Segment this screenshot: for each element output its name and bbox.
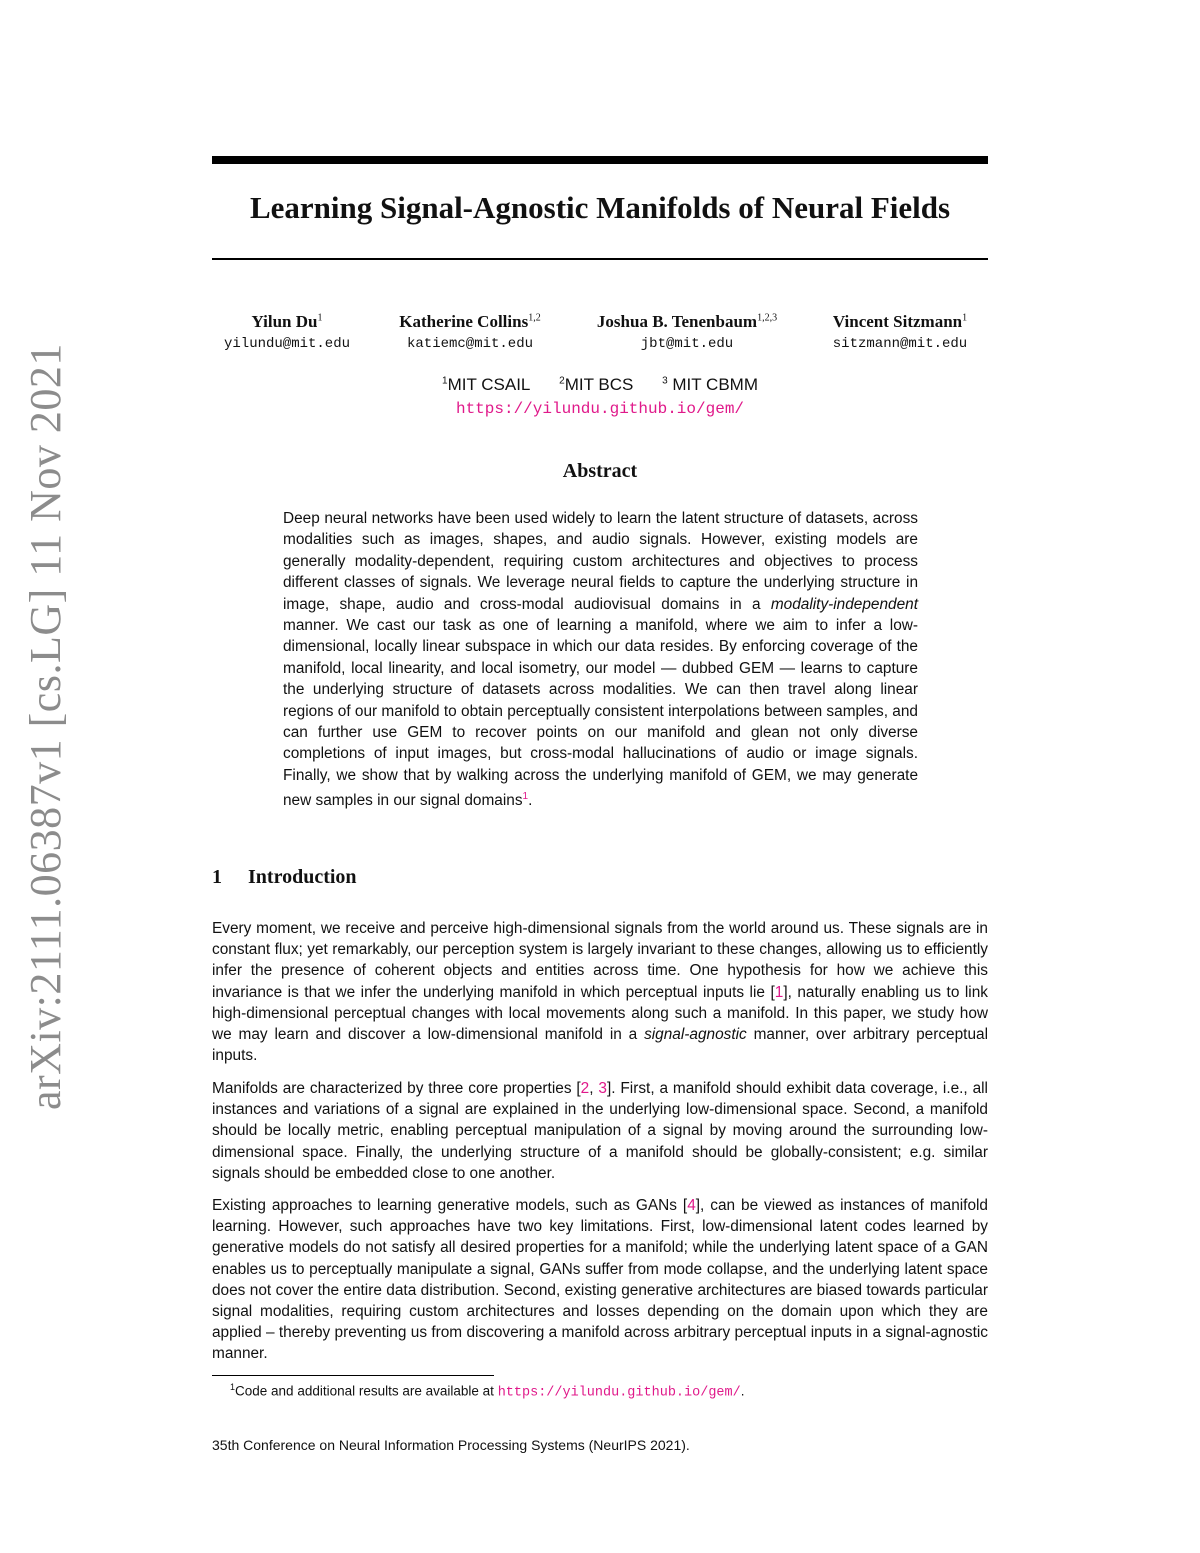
citation-link[interactable]: 3 xyxy=(598,1080,607,1097)
author-name: Yilun Du$^1$ xyxy=(251,312,323,331)
author-email[interactable]: jbt@mit.edu xyxy=(640,336,734,352)
project-url-link[interactable]: https://yilundu.github.io/gem/ xyxy=(455,400,745,418)
intro-paragraph-1: Every moment, we receive and perceive high-dimensional signals from the world around us. These signals are in constant flux; yet remarkably, our perception system is largely invariant to these changes, allowing us to efficiently infer the presence of coherent objects and entities across time. One hypothesis for how we achieve this invariance is that we infer the underlying manifold in which perceptual inputs lie [1], naturally enabling us to link high-dimensional perceptual changes with local movements along such a manifold. In this paper, we study how we may learn and discover a low-dimensional manifold in a signal-agnostic manner, over arbitrary perceptual inputs. xyxy=(212,920,988,1065)
author-name: Vincent Sitzmann$^1$ xyxy=(832,312,968,331)
venue-footer: 35th Conference on Neural Information Processing Systems (NeurIPS 2021). xyxy=(212,1437,690,1453)
footnote-rule xyxy=(212,1375,494,1376)
author-email[interactable]: yilundu@mit.edu xyxy=(223,336,351,352)
author-block xyxy=(212,312,988,360)
affiliations xyxy=(212,375,988,395)
author-email[interactable]: katiemc@mit.edu xyxy=(406,336,534,352)
abstract-heading: Abstract xyxy=(562,460,638,482)
author-1 xyxy=(212,312,362,352)
footnote-ref[interactable]: 1 xyxy=(522,791,529,803)
citation-link[interactable]: 1 xyxy=(774,983,784,1001)
author-4 xyxy=(812,312,988,352)
author-name: Joshua B. Tenenbaum$^{1,2,3}$ xyxy=(596,312,778,331)
affiliation-3: $^3$ MIT CBMM xyxy=(662,375,758,394)
author-3 xyxy=(577,312,797,352)
intro-paragraph-2: Manifolds are characterized by three core properties [2, 3]. First, a manifold should exhibit data coverage, i.e., all instances and variations of a signal are explained in the underlying low-dimensional space. Second, a manifold should be locally metric, enabling perceptual manipulation of a signal by moving around the surrounding low-dimensional space. Finally, the underlying structure of a manifold should be globally-consistent; e.g. similar signals should be embedded close to one another. xyxy=(212,1080,988,1182)
author-email[interactable]: sitzmann@mit.edu xyxy=(832,336,968,352)
affiliation-1: $^1$MIT CSAIL xyxy=(442,375,531,394)
citation-link[interactable]: 2 xyxy=(580,1080,590,1097)
abstract-text: Deep neural networks have been used widely to learn the latent structure of datasets, across modalities such as images, shapes, and audio signals. However, existing models are generally modality-dependent, requiring custom architectures and objectives to process different classes of signals. We leverage neural fields to capture the underlying structure in image, shape, audio and cross-modal audiovisual domains in a modality-independent manner. We cast our task as one of learning a manifold, where we aim to infer a low-dimensional, locally linear subspace in which our data resides. By enforcing coverage of the manifold, local linearity, and local isometry, our model — dubbed GEM — learns to capture the underlying structure of datasets across modalities. We can then travel along linear regions of our manifold to obtain perceptually consistent interpolations between samples, and can further use GEM to recover points on our manifold and glean not only diverse completions of input images, but cross-modal hallucinations of audio or image signals. Finally, we show that by walking across the underlying manifold of GEM, we may generate new samples in our signal domains$^1$. xyxy=(283,510,918,810)
arxiv-side-stamp: arXiv:2111.06387v1 [cs.LG] 11 Nov 2021 xyxy=(21,343,70,1110)
title-top-rule xyxy=(212,156,988,164)
footnote: $^1$Code and additional results are available at https://yilundu.github.io/gem/. xyxy=(230,1382,745,1401)
author-2 xyxy=(380,312,560,352)
citation-link[interactable]: 4 xyxy=(687,1197,696,1214)
paper-title: Learning Signal-Agnostic Manifolds of Neural Fields xyxy=(249,190,951,225)
intro-paragraph-3: Existing approaches to learning generative models, such as GANs [4], can be viewed as instances of manifold learning. However, such approaches have two key limitations. First, low-dimensional latent codes learned by generative models do not satisfy all desired properties for a manifold; while the underlying latent space of a GAN enables us to perceptually manipulate a signal, GANs suffer from mode collapse, and the underlying latent space does not cover the entire data distribution. Second, existing generative architectures are biased towards particular signal modalities, requiring custom architectures and losses depending on the domain upon which they are applied – thereby preventing us from discovering a manifold across arbitrary perceptual inputs in a signal-agnostic manner. xyxy=(212,1197,988,1363)
affiliation-2: $^2$MIT BCS xyxy=(559,375,634,394)
author-name: Katherine Collins$^{1,2}$ xyxy=(399,312,541,331)
footnote-url-link[interactable]: https://yilundu.github.io/gem/ xyxy=(497,1385,741,1401)
title-bottom-rule xyxy=(212,258,988,260)
section-heading-introduction: 1 Introduction xyxy=(212,866,357,888)
